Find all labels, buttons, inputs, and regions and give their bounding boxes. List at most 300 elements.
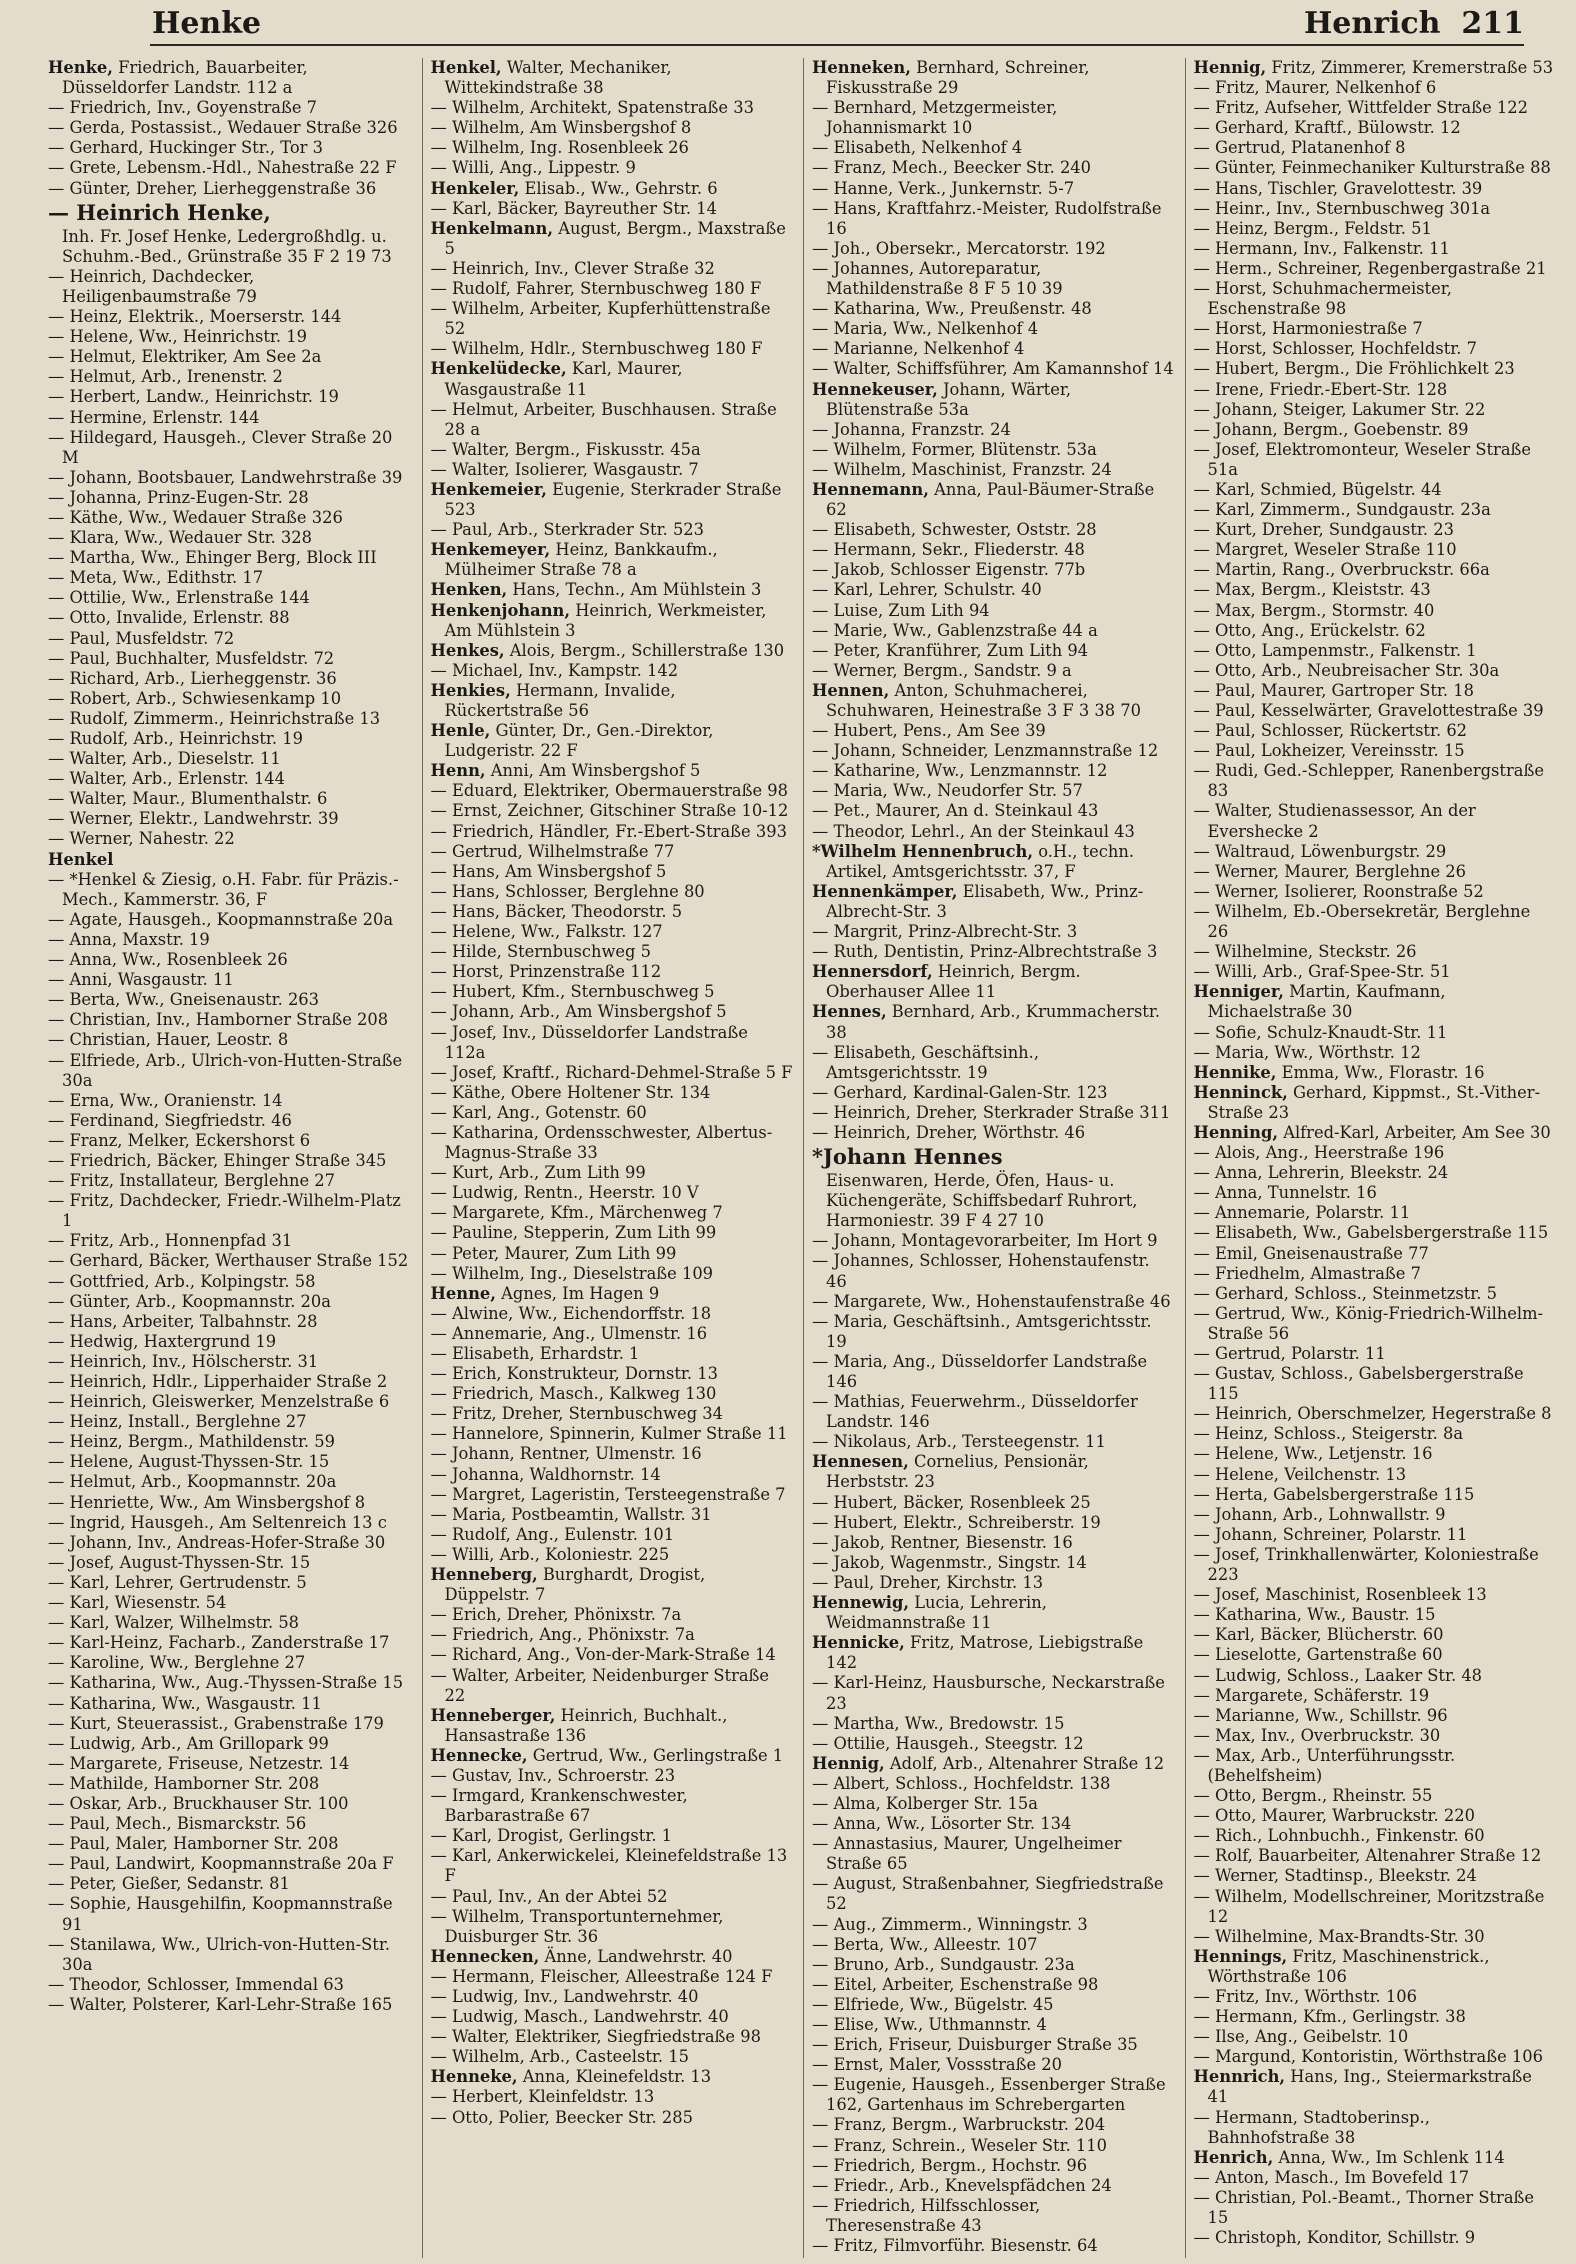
directory-entry	[48, 769, 412, 789]
entry-text: — Karl, Ang., Gotenstr. 60	[430, 1102, 647, 1122]
entry-text: — Fritz, Dachdecker, Friedr.-Wilhelm-Platz 1	[48, 1191, 401, 1231]
entry-text: — Wilhelmine, Max-Brandts-Str. 30	[1193, 1926, 1485, 1946]
directory-entry	[1194, 279, 1557, 319]
entry-text: — Otto, Maurer, Warbruckstr. 220	[1193, 1806, 1475, 1826]
entry-text: Elisabeth, Ww., Prinz-Albrecht-Str. 3	[826, 881, 1144, 921]
directory-entry	[431, 540, 794, 580]
entry-text: — Gerhard, Bäcker, Werthauser Straße 152	[48, 1251, 409, 1271]
directory-entry	[431, 1244, 794, 1264]
directory-entry	[1194, 681, 1557, 701]
directory-entry	[1194, 1023, 1557, 1043]
entry-text: — Hans, Bäcker, Theodorstr. 5	[430, 901, 683, 921]
entry-surname: Henkel	[48, 849, 114, 869]
entry-text: — Anna, Ww., Lösorter Str. 134	[812, 1814, 1072, 1834]
entry-text: Bernhard, Schreiner, Fiskusstraße 29	[826, 58, 1090, 98]
directory-entry	[48, 568, 412, 588]
entry-text: — Margarete, Friseuse, Netzestr. 14	[48, 1753, 350, 1773]
entry-text: — Otto, Ang., Erückelstr. 62	[1193, 620, 1426, 640]
directory-entry	[812, 1935, 1175, 1955]
directory-entry	[431, 761, 794, 781]
entry-text: — Erich, Friseur, Duisburger Straße 35	[812, 2035, 1138, 2055]
directory-entry	[1194, 239, 1557, 259]
directory-entry	[1194, 259, 1557, 279]
entry-text: — Rudolf, Arb., Heinrichstr. 19	[48, 729, 303, 748]
entry-surname: Hennes,	[812, 1002, 887, 1022]
entry-text: Alois, Bergm., Schillerstraße 130	[509, 640, 785, 660]
directory-entry	[48, 408, 412, 428]
directory-entry	[1194, 1806, 1557, 1826]
entry-text: — Walter, Isolierer, Wasgaustr. 7	[430, 459, 699, 479]
directory-entry	[812, 98, 1175, 138]
entry-text: — Johann, Schneider, Lenzmannstraße 12	[812, 741, 1159, 761]
entry-text: — Maria, Postbeamtin, Wallstr. 31	[430, 1504, 712, 1524]
directory-entry	[48, 1171, 412, 1191]
entry-text: — Gertrud, Polarstr. 11	[1193, 1344, 1386, 1363]
entry-text: — Herbert, Kleinfeldstr. 13	[430, 2087, 655, 2107]
directory-entry	[812, 801, 1175, 821]
entry-text: — Fritz, Maurer, Nelkenhof 6	[1193, 78, 1437, 98]
entry-text: Anton, Schuhmacherei, Schuhwaren, Heinestraße 3 F 3 38 70	[826, 680, 1142, 720]
entry-text: — Karl, Wiesenstr. 54	[48, 1593, 227, 1613]
directory-entry	[1194, 661, 1557, 681]
directory-entry	[48, 629, 412, 649]
directory-entry	[431, 1023, 794, 1063]
directory-entry	[812, 199, 1175, 239]
entry-surname: Henkemeier,	[430, 479, 547, 499]
entry-text: — Josef, Kraftf., Richard-Dehmel-Straße 5 F	[430, 1062, 793, 1082]
directory-entry	[1194, 359, 1557, 379]
directory-entry	[1194, 1826, 1557, 1846]
directory-entry	[48, 1533, 412, 1553]
directory-entry	[1194, 560, 1557, 580]
entry-text: — Waltraud, Löwenburgstr. 29	[1193, 841, 1447, 861]
entry-surname: Hennersdorf,	[812, 962, 933, 982]
entry-text: — Hermann, Fleischer, Alleestraße 124 F	[430, 1966, 773, 1986]
entry-text: — Friedrich, Masch., Kalkweg 130	[430, 1384, 717, 1404]
directory-entry	[431, 1786, 794, 1826]
entry-text: Bernhard, Arb., Krummacherstr. 38	[826, 1002, 1161, 1042]
directory-entry	[48, 669, 412, 689]
directory-entry	[431, 480, 794, 520]
entry-text: Heinz, Bankkaufm., Mülheimer Straße 78 a	[444, 540, 718, 580]
entry-surname: Henniger,	[1193, 982, 1284, 1002]
entry-text: — Maria, Ww., Wörthstr. 12	[1193, 1042, 1421, 1062]
directory-entry	[431, 1846, 794, 1886]
entry-surname: Henkes,	[430, 640, 505, 660]
entry-text: — Wilhelm, Ing. Rosenbleek 26	[430, 138, 689, 158]
directory-entry	[431, 721, 794, 761]
column-2	[422, 58, 804, 2258]
directory-entry	[48, 789, 412, 809]
entry-text: — Gustav, Schloss., Gabelsbergerstraße 115	[1193, 1364, 1524, 1404]
directory-entry	[1194, 520, 1557, 540]
entry-text: Fritz, Zimmerer, Kremerstraße 53	[1271, 58, 1554, 77]
directory-entry	[48, 1472, 412, 1492]
entry-text: — Annemarie, Ang., Ulmenstr. 16	[430, 1323, 708, 1343]
directory-entry	[1194, 721, 1557, 741]
entry-text: — Katharine, Ww., Lenzmannstr. 12	[812, 761, 1108, 781]
entry-text: — Hilde, Sternbuschweg 5	[430, 942, 651, 962]
directory-entry	[431, 2027, 794, 2047]
directory-entry	[431, 1264, 794, 1284]
entry-text: — Walter, Polsterer, Karl-Lehr-Straße 165	[48, 1994, 393, 2014]
directory-entry	[48, 138, 412, 158]
entry-text: — Stanilawa, Ww., Ulrich-von-Hutten-Str. 30a	[48, 1934, 390, 1974]
directory-entry	[431, 1766, 794, 1786]
directory-entry	[48, 1432, 412, 1452]
directory-entry	[1194, 1163, 1557, 1183]
directory-entry	[48, 1091, 412, 1111]
entry-text: — Wilhelmine, Steckstr. 26	[1193, 942, 1417, 962]
directory-entry	[48, 1774, 412, 1794]
entry-text: — Heinz, Bergm., Mathildenstr. 59	[48, 1432, 336, 1452]
column-4	[1185, 58, 1567, 2258]
entry-text: — Käthe, Ww., Wedauer Straße 326	[48, 507, 343, 527]
entry-text: — Otto, Arb., Neubreisacher Str. 30a	[1193, 660, 1500, 680]
entry-text: Elisab., Ww., Gehrstr. 6	[524, 178, 718, 198]
entry-text: — Ludwig, Inv., Landwehrstr. 40	[430, 1987, 699, 2006]
entry-text: — Friedrich, Bäcker, Ehinger Straße 345	[48, 1150, 387, 1170]
entry-text: — Hubert, Pens., Am See 39	[812, 721, 1046, 741]
directory-entry	[48, 1151, 412, 1171]
entry-text: — Jakob, Schlosser Eigenstr. 77b	[812, 560, 1086, 580]
entry-text: — Franz, Melker, Eckershorst 6	[48, 1130, 311, 1150]
entry-text: — Albert, Schloss., Hochfeldstr. 138	[812, 1773, 1111, 1793]
directory-entry	[1194, 1987, 1557, 2007]
entry-text: Eugenie, Sterkrader Straße 523	[444, 479, 782, 520]
directory-entry	[812, 299, 1175, 319]
directory-entry	[1194, 158, 1557, 178]
entry-text: — Werner, Bergm., Sandstr. 9 a	[812, 660, 1072, 680]
directory-entry	[812, 962, 1175, 1002]
directory-entry	[48, 428, 412, 468]
entry-text: — Ilse, Ang., Geibelstr. 10	[1193, 2027, 1409, 2047]
directory-entry	[48, 729, 412, 749]
directory-entry	[431, 359, 794, 399]
entry-text: — Karl, Schmied, Bügelstr. 44	[1193, 479, 1442, 499]
entry-text: — Helmut, Arbeiter, Buschhausen. Straße 28 a	[430, 399, 777, 439]
directory-entry	[1194, 1887, 1557, 1927]
entry-text: — Walter, Arb., Dieselstr. 11	[48, 749, 281, 769]
directory-entry	[431, 1645, 794, 1665]
entry-text: — Wilhelm, Ing., Dieselstraße 109	[430, 1263, 714, 1283]
entry-text: — Pauline, Stepperin, Zum Lith 99	[430, 1223, 717, 1243]
entry-text: Lucia, Lehrerin, Weidmannstraße 11	[826, 1593, 1047, 1633]
directory-entry	[1194, 962, 1557, 982]
directory-entry	[431, 1424, 794, 1444]
directory-entry	[1194, 2007, 1557, 2027]
entry-text: Walter, Mechaniker, Wittekindstraße 38	[444, 58, 672, 98]
entry-text: — Margret, Weseler Straße 110	[1193, 540, 1457, 560]
entry-text: — Johanna, Waldhornstr. 14	[430, 1464, 661, 1484]
directory-entry	[812, 2196, 1175, 2236]
entry-text: — Gottfried, Arb., Kolpingstr. 58	[48, 1271, 316, 1291]
directory-entry	[48, 1894, 412, 1934]
directory-entry	[431, 58, 794, 98]
directory-entry	[431, 1002, 794, 1022]
directory-entry	[48, 118, 412, 138]
directory-entry	[48, 689, 412, 709]
directory-entry	[431, 259, 794, 279]
entry-text: — Elisabeth, Ww., Gabelsbergerstraße 115	[1193, 1223, 1549, 1243]
directory-entry	[1194, 78, 1557, 98]
directory-entry	[812, 420, 1175, 440]
entry-text: — Katharina, Ww., Wasgaustr. 11	[48, 1693, 322, 1713]
entry-surname: Hennig,	[1193, 58, 1267, 77]
entry-text: — Maria, Geschäftsinh., Amtsgerichtsstr. 19	[812, 1311, 1152, 1351]
directory-entry	[1194, 1846, 1557, 1866]
directory-entry	[812, 2136, 1175, 2156]
directory-entry	[812, 1083, 1175, 1103]
directory-entry	[1194, 1605, 1557, 1625]
entry-surname: Henneberg,	[430, 1565, 538, 1585]
entry-text: — Werner, Maurer, Berglehne 26	[1193, 861, 1467, 881]
entry-text: — Gerhard, Kardinal-Galen-Str. 123	[812, 1082, 1108, 1102]
directory-entry	[431, 1324, 794, 1344]
directory-entry	[431, 1887, 794, 1907]
entry-text: — Karl, Lehrer, Schulstr. 40	[812, 580, 1042, 600]
entry-text: — Eitel, Arbeiter, Eschenstraße 98	[812, 1974, 1099, 1994]
directory-entry	[1194, 580, 1557, 600]
directory-entry	[1194, 219, 1557, 239]
entry-text: — Karl, Drogist, Gerlingstr. 1	[430, 1826, 673, 1846]
directory-entry	[812, 1493, 1175, 1513]
directory-entry	[1194, 1143, 1557, 1163]
directory-entry	[48, 1593, 412, 1613]
directory-entry	[812, 2055, 1175, 2075]
directory-entry	[48, 347, 412, 367]
directory-entry	[812, 1814, 1175, 1834]
entry-text: — Oskar, Arb., Bruckhauser Str. 100	[48, 1793, 349, 1813]
directory-entry	[431, 1907, 794, 1947]
directory-entry	[431, 98, 794, 118]
entry-text: — Friedhelm, Almastraße 7	[1193, 1263, 1421, 1283]
directory-entry	[431, 641, 794, 661]
entry-text: — Heinrich, Hdlr., Lipperhaider Straße 2	[48, 1372, 388, 1391]
entry-surname: Henkelmann,	[430, 218, 554, 238]
directory-entry	[48, 1975, 412, 1995]
entry-text: — Heinrich, Oberschmelzer, Hegerstraße 8	[1193, 1404, 1552, 1424]
entry-text: — Elise, Ww., Uthmannstr. 4	[812, 2015, 1047, 2034]
entry-text: — Hubert, Bäcker, Rosenbleek 25	[812, 1492, 1091, 1512]
entry-text: — Hedwig, Haxtergrund 19	[48, 1331, 277, 1351]
directory-entry	[431, 1183, 794, 1203]
directory-entry	[431, 942, 794, 962]
directory-entry	[431, 1625, 794, 1645]
entry-text: — Fritz, Filmvorführ. Biesenstr. 64	[812, 2236, 1098, 2256]
directory-entry	[48, 367, 412, 387]
entry-text: — Margund, Kontoristin, Wörthstraße 106	[1193, 2047, 1543, 2067]
directory-entry	[812, 359, 1175, 379]
entry-text: — Wilhelm, Am Winsbergshof 8	[430, 118, 692, 138]
entry-text: — Friedrich, Inv., Goyenstraße 7	[48, 98, 318, 118]
entry-surname: Hennesen,	[812, 1452, 909, 1472]
directory-entry	[48, 930, 412, 950]
entry-text: Eisenwaren, Herde, Öfen, Haus- u. Küchengeräte, Schiffsbedarf Ruhrort, Harmoniestr. 39 F 4 27 10	[826, 1171, 1138, 1231]
entry-text: Martin, Kaufmann, Michaelstraße 30	[1207, 982, 1446, 1022]
entry-text: — Joh., Obersekr., Mercatorstr. 192	[812, 238, 1106, 258]
entry-text: — Johannes, Schlosser, Hohenstaufenstr. 46	[812, 1251, 1150, 1291]
entry-text: — Fritz, Aufseher, Wittfelder Straße 122	[1193, 98, 1529, 118]
directory-entry	[431, 882, 794, 902]
directory-entry	[48, 649, 412, 669]
entry-text: Anni, Am Winsbergshof 5	[490, 761, 701, 781]
directory-entry	[812, 1774, 1175, 1794]
directory-entry	[812, 1975, 1175, 1995]
entry-text: — Alwine, Ww., Eichendorffstr. 18	[430, 1303, 712, 1323]
directory-entry	[1194, 1947, 1557, 1987]
entry-text: — Peter, Gießer, Sedanstr. 81	[48, 1874, 290, 1894]
directory-entry	[812, 580, 1175, 600]
directory-entry	[812, 1633, 1175, 1673]
directory-entry	[48, 1030, 412, 1050]
entry-surname: Henneke,	[430, 2067, 518, 2087]
entry-text: — Henriette, Ww., Am Winsbergshof 8	[48, 1492, 366, 1512]
directory-entry	[812, 2115, 1175, 2135]
directory-entry	[1194, 1525, 1557, 1545]
entry-text: — Johanna, Prinz-Eugen-Str. 28	[48, 487, 309, 507]
entry-text: — Agate, Hausgeh., Koopmannstraße 20a	[48, 909, 394, 929]
entry-text: — August, Straßenbahner, Siegfriedstraße 52	[812, 1874, 1164, 1914]
entry-text: — Friedr., Arb., Knevelspfädchen 24	[812, 2175, 1112, 2195]
directory-entry	[1194, 1183, 1557, 1203]
entry-text: — Hans, Schlosser, Berglehne 80	[430, 881, 705, 901]
directory-entry	[1194, 761, 1557, 801]
directory-entry	[1194, 1444, 1557, 1464]
entry-text: — Wilhelm, Arbeiter, Kupferhüttenstraße 52	[430, 299, 771, 339]
entry-surname: Henneken,	[812, 58, 911, 77]
entry-text: — Paul, Mech., Bismarckstr. 56	[48, 1814, 307, 1834]
directory-entry	[48, 1372, 412, 1392]
directory-entry	[48, 1513, 412, 1533]
entry-text: — Ernst, Maler, Vossstraße 20	[812, 2055, 1062, 2075]
entry-surname: *Wilhelm Hennenbruch,	[812, 841, 1033, 861]
entry-text: — Hermann, Kfm., Gerlingstr. 38	[1193, 2007, 1466, 2027]
directory-entry	[48, 588, 412, 608]
directory-entry	[1194, 58, 1557, 78]
entry-text: — Gertrud, Wilhelmstraße 77	[430, 841, 675, 861]
entry-text: — Fritz, Inv., Wörthstr. 106	[1193, 1987, 1417, 2006]
entry-text: — Sophie, Hausgehilfin, Koopmannstraße 91	[48, 1894, 393, 1934]
entry-text: — Franz, Schrein., Weseler Str. 110	[812, 2135, 1108, 2155]
directory-entry	[812, 1251, 1175, 1291]
entry-text: Cornelius, Pensionär, Herbststr. 23	[826, 1452, 1089, 1492]
entry-surname: Hennemann,	[812, 479, 929, 499]
entry-text: — Josef, August-Thyssen-Str. 15	[48, 1552, 311, 1572]
directory-entry	[812, 1734, 1175, 1754]
directory-entry	[1194, 2228, 1557, 2248]
entry-text: Fritz, Matrose, Liebigstraße 142	[826, 1633, 1144, 1673]
entry-text: — Maria, Ww., Neudorfer Str. 57	[812, 781, 1083, 801]
entry-text: — Horst, Schuhmachermeister, Eschenstraße 98	[1193, 279, 1452, 319]
entry-text: — Heinz, Schloss., Steigerstr. 8a	[1193, 1424, 1464, 1444]
directory-entry	[48, 990, 412, 1010]
directory-entry	[812, 1312, 1175, 1352]
entry-text: — Johann, Bergm., Goebenstr. 89	[1193, 419, 1469, 439]
entry-text: — Meta, Ww., Edithstr. 17	[48, 568, 264, 588]
entry-text: — Marie, Ww., Gablenzstraße 44 a	[812, 620, 1098, 640]
directory-entry	[1194, 1706, 1557, 1726]
entry-text: — Katharina, Ww., Preußenstr. 48	[812, 299, 1092, 319]
entry-text: — Herm., Schreiner, Regenbergastraße 21	[1193, 258, 1547, 278]
directory-entry	[48, 1653, 412, 1673]
directory-entry	[431, 1465, 794, 1485]
directory-entry	[431, 339, 794, 359]
directory-entry	[1194, 1203, 1557, 1223]
entry-text: — Anton, Masch., Im Bovefeld 17	[1193, 2167, 1470, 2187]
directory-entry	[431, 601, 794, 641]
entry-text: — Gertrud, Platanenhof 8	[1193, 138, 1406, 158]
entry-text: — Friedrich, Ang., Phönixstr. 7a	[430, 1625, 695, 1645]
entry-text: — Heinrich, Inv., Hölscherstr. 31	[48, 1351, 319, 1371]
directory-entry	[812, 138, 1175, 158]
entry-text: — Josef, Trinkhallenwärter, Koloniestraße 223	[1193, 1544, 1539, 1585]
entry-text: Heinrich, Werkmeister, Am Mühlstein 3	[444, 600, 767, 640]
directory-entry	[431, 1525, 794, 1545]
entry-text: — Johann, Inv., Andreas-Hofer-Straße 30	[48, 1532, 386, 1552]
directory-entry	[431, 2087, 794, 2107]
directory-entry	[812, 1714, 1175, 1734]
directory-entry	[48, 1995, 412, 2015]
entry-text: — Hubert, Kfm., Sternbuschweg 5	[430, 982, 715, 1002]
directory-entry	[812, 319, 1175, 339]
directory-entry	[1194, 540, 1557, 560]
entry-text: — Eduard, Elektriker, Obermauerstraße 98	[430, 781, 789, 801]
entry-text: — Helene, August-Thyssen-Str. 15	[48, 1452, 330, 1472]
entry-text: — Karl, Lehrer, Gertrudenstr. 5	[48, 1572, 307, 1592]
directory-columns	[40, 58, 1566, 2258]
directory-entry	[48, 870, 412, 910]
directory-entry	[812, 661, 1175, 681]
directory-entry	[812, 1915, 1175, 1935]
directory-entry	[431, 982, 794, 1002]
entry-text: — Heinrich, Dreher, Sterkrader Straße 311	[812, 1102, 1171, 1122]
entry-text: — Katharina, Ww., Aug.-Thyssen-Straße 15	[48, 1673, 404, 1693]
entry-text: — Ferdinand, Siegfriedstr. 46	[48, 1110, 292, 1130]
directory-entry	[48, 1734, 412, 1754]
directory-entry	[1194, 1284, 1557, 1304]
entry-surname: Hennecken,	[430, 1946, 540, 1966]
entry-text: — Gustav, Inv., Schroerstr. 23	[430, 1765, 676, 1785]
entry-surname: Henning,	[1193, 1122, 1278, 1142]
entry-text: — Luise, Zum Lith 94	[812, 600, 990, 620]
directory-entry	[812, 179, 1175, 199]
entry-text: Emma, Ww., Florastr. 16	[1281, 1062, 1485, 1082]
directory-entry	[431, 1826, 794, 1846]
directory-entry	[1194, 199, 1557, 219]
entry-text: — Bruno, Arb., Sundgaustr. 23a	[812, 1954, 1075, 1974]
directory-entry	[431, 842, 794, 862]
directory-entry	[1194, 1625, 1557, 1645]
entry-text: — Elisabeth, Geschäftsinh., Amtsgerichtsstr. 19	[812, 1042, 1040, 1082]
entry-surname: Hennings,	[1193, 1946, 1288, 1966]
entry-text: — Johann, Montagevorarbeiter, Im Hort 9	[812, 1231, 1158, 1251]
directory-entry	[1194, 339, 1557, 359]
directory-entry	[812, 1533, 1175, 1553]
entry-text: Günter, Dr., Gen.-Direktor, Ludgeristr. 22 F	[444, 721, 714, 761]
entry-surname: Hennekeuser,	[812, 379, 938, 399]
directory-entry	[1194, 1485, 1557, 1505]
entry-text: — Ottilie, Ww., Erlenstraße 144	[48, 588, 310, 608]
entry-text: — Franz, Bergm., Warbruckstr. 204	[812, 2115, 1106, 2135]
entry-text: — Hildegard, Hausgeh., Clever Straße 20 M	[48, 427, 393, 467]
column-1	[40, 58, 422, 2258]
directory-entry	[812, 1043, 1175, 1083]
entry-text: — Paul, Kesselwärter, Gravelottestraße 39	[1193, 701, 1544, 720]
directory-entry	[48, 508, 412, 528]
directory-entry	[1194, 2148, 1557, 2168]
entry-text: — Horst, Schlosser, Hochfeldstr. 7	[1193, 339, 1477, 359]
